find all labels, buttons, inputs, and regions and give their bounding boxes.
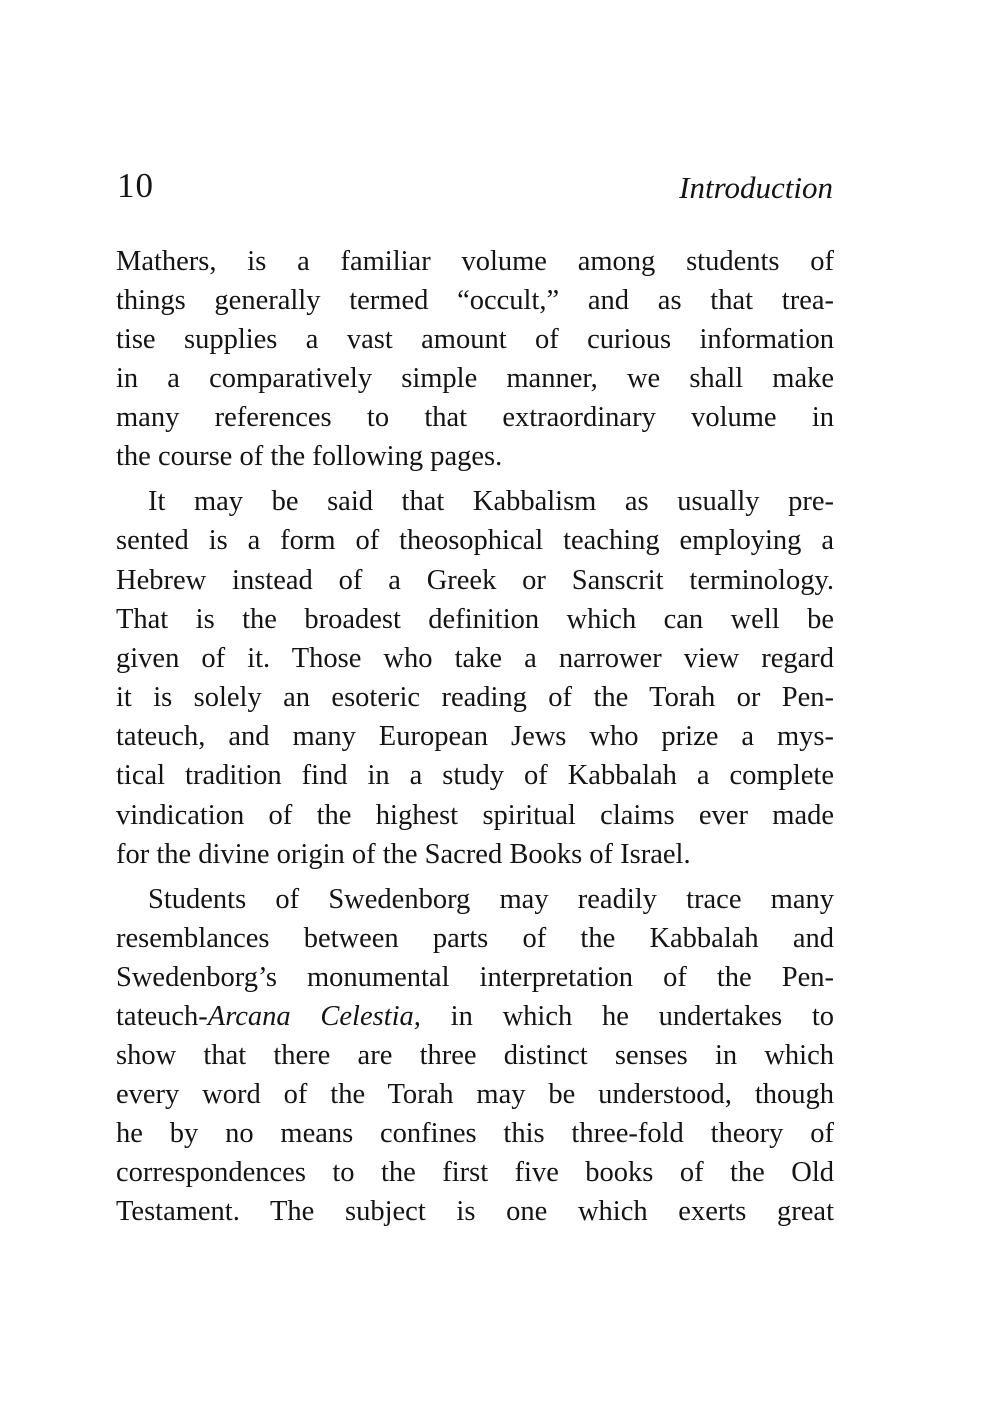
text-line: it is solely an esoteric reading of the Torah or Pen- bbox=[116, 682, 834, 713]
text-line: every word of the Torah may be understood, though bbox=[116, 1079, 834, 1110]
text-line: vindication of the highest spiritual claims ever made bbox=[116, 800, 834, 831]
text-line: correspondences to the first five books of the Old bbox=[116, 1157, 834, 1188]
text-line: Hebrew instead of a Greek or Sanscrit terminology. bbox=[116, 565, 834, 596]
text-line: given of it. Those who take a narrower view regard bbox=[116, 643, 834, 674]
text-line: Testament. The subject is one which exerts great bbox=[116, 1196, 834, 1227]
text-line bbox=[116, 997, 834, 1036]
text-line: Mathers, is a familiar volume among students of bbox=[116, 246, 834, 277]
line-suffix: in which he undertakes to bbox=[420, 1001, 834, 1032]
text-line: resemblances between parts of the Kabbalah and bbox=[116, 923, 834, 954]
text-line: tateuch, and many European Jews who prize a mys- bbox=[116, 721, 834, 752]
text-line: tise supplies a vast amount of curious information bbox=[116, 324, 834, 355]
text-line: in a comparatively simple manner, we shall make bbox=[116, 363, 834, 394]
text-line: many references to that extraordinary volume in bbox=[116, 402, 834, 433]
text-line: for the divine origin of the Sacred Books of Israel. bbox=[116, 839, 691, 870]
line-prefix: tateuch- bbox=[116, 1001, 208, 1032]
text-line: Students of Swedenborg may readily trace many bbox=[148, 884, 834, 915]
book-title-italic: Arcana Celestia, bbox=[207, 1001, 421, 1032]
text-line: the course of the following pages. bbox=[116, 441, 503, 472]
text-line: Swedenborg’s monumental interpretation of the Pen- bbox=[116, 962, 834, 993]
text-line: things generally termed “occult,” and as that trea- bbox=[116, 285, 834, 316]
text-line: sented is a form of theosophical teaching employing a bbox=[116, 525, 834, 556]
running-head: Introduction bbox=[679, 170, 833, 205]
text-line: he by no means confines this three-fold theory of bbox=[116, 1118, 834, 1149]
page-number: 10 bbox=[117, 166, 154, 205]
text-line: tical tradition find in a study of Kabbalah a complete bbox=[116, 760, 834, 791]
text-line: It may be said that Kabbalism as usually pre- bbox=[148, 486, 834, 517]
text-line: show that there are three distinct senses in which bbox=[116, 1040, 834, 1071]
text-line: That is the broadest definition which can well be bbox=[116, 604, 834, 635]
